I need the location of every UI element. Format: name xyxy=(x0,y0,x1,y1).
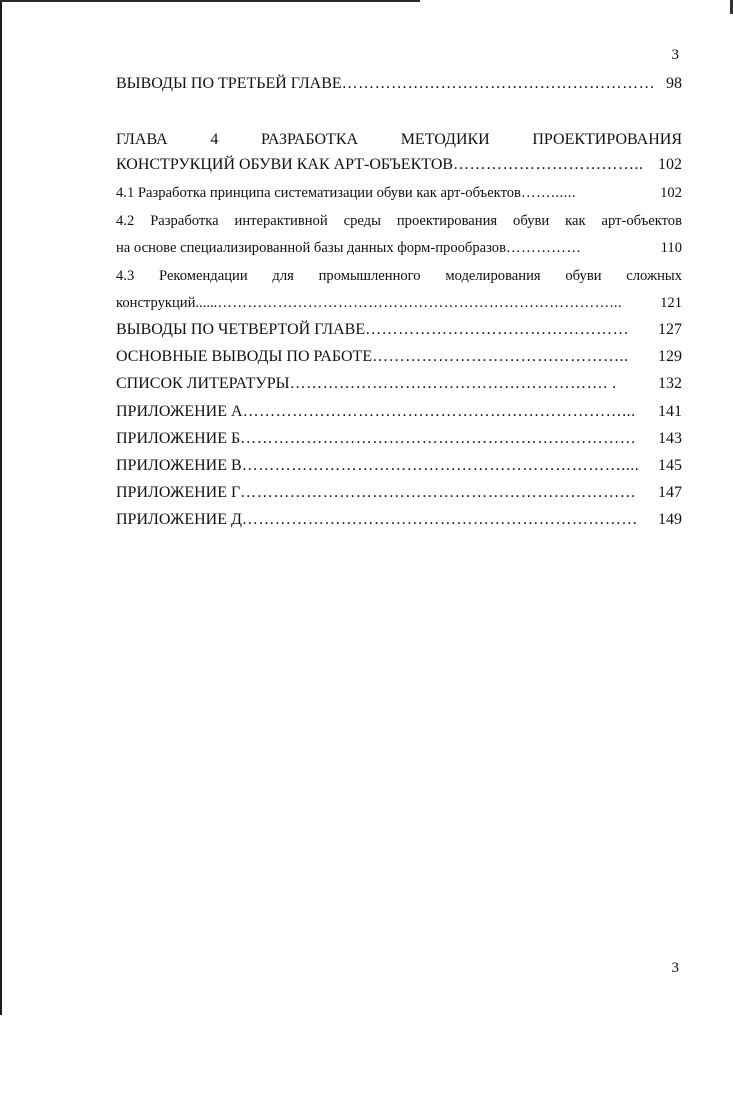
toc-entry-page: 145 xyxy=(658,457,682,474)
toc-entry[interactable] xyxy=(116,320,682,340)
page-number-top: 3 xyxy=(671,47,679,63)
toc-entry[interactable] xyxy=(116,347,682,367)
toc-entry-page: 143 xyxy=(658,430,682,447)
scan-border-left xyxy=(0,0,2,1015)
toc-entry-page: 132 xyxy=(658,375,682,392)
toc-entry-page: 102 xyxy=(660,185,682,201)
toc-entry-label: ПРИЛОЖЕНИЕ Г xyxy=(116,484,241,501)
toc-entry[interactable] xyxy=(116,510,682,530)
toc-entry-label: ВЫВОДЫ ПО ТРЕТЬЕЙ ГЛАВЕ xyxy=(116,75,342,92)
toc-leader-dots: ……………………………………………………………… xyxy=(240,484,637,501)
toc-entry-label: СПИСОК ЛИТЕРАТУРЫ xyxy=(116,375,290,392)
toc-entry-label: ПРИЛОЖЕНИЕ Д xyxy=(116,511,242,528)
toc-entry[interactable] xyxy=(116,238,682,258)
toc-entry-first-line[interactable]: 4.2 Разработка интерактивной среды проектирования обуви как арт-объектов xyxy=(116,213,682,229)
toc-entry-label: ОСНОВНЫЕ ВЫВОДЫ ПО РАБОТЕ xyxy=(116,348,373,365)
toc-leader-dots: …………… xyxy=(506,240,582,256)
toc-leader-dots: ……………………………………………………………... xyxy=(242,403,636,420)
toc-entry-first-line[interactable]: 4.3 Рекомендации для промышленного моделирования обуви сложных xyxy=(116,268,682,284)
toc-entry[interactable] xyxy=(116,456,682,476)
toc-leader-dots: ……...... xyxy=(520,185,577,201)
toc-leader-dots: …………………………………………………. . xyxy=(289,375,617,392)
toc-entry-label: ПРИЛОЖЕНИЕ Б xyxy=(116,430,241,447)
toc-entry-page: 98 xyxy=(666,75,682,92)
toc-entry-page: 129 xyxy=(658,348,682,365)
toc-entry-label: на основе специализированной базы данных форм-прообразов xyxy=(116,240,506,256)
toc-entry-page: 141 xyxy=(658,403,682,420)
toc-entry-label: конструкций...... xyxy=(116,295,218,311)
toc-entry-page: 149 xyxy=(658,511,682,528)
toc-entry[interactable] xyxy=(116,74,682,94)
toc-leader-dots: ………………………………………………… xyxy=(341,75,656,92)
toc-entry[interactable] xyxy=(116,155,682,175)
toc-entry-label: ПРИЛОЖЕНИЕ А xyxy=(116,403,243,420)
toc-entry-page: 127 xyxy=(658,321,682,338)
toc-entry[interactable] xyxy=(116,374,682,394)
toc-entry-page: 147 xyxy=(658,484,682,501)
toc-entry[interactable] xyxy=(116,402,682,422)
toc-entry-page: 110 xyxy=(660,240,682,256)
toc-entry-label: 4.1 Разработка принципа систематизации обуви как арт-объектов xyxy=(116,185,521,201)
toc-entry[interactable] xyxy=(116,483,682,503)
toc-entry[interactable] xyxy=(116,293,682,313)
toc-leader-dots: ……………………………………….. xyxy=(372,348,629,365)
toc-leader-dots: ……………………………………………………………… xyxy=(241,511,638,528)
toc-chapter-heading[interactable]: ГЛАВА 4 РАЗРАБОТКА МЕТОДИКИ ПРОЕКТИРОВАНИЯ xyxy=(116,131,682,148)
toc-entry[interactable] xyxy=(116,183,682,203)
toc-entry-page: 102 xyxy=(658,156,682,173)
toc-leader-dots: …………………………………………………………….... xyxy=(241,457,640,474)
toc-entry-label: ПРИЛОЖЕНИЕ В xyxy=(116,457,242,474)
toc-leader-dots: ………………………………………… xyxy=(365,321,630,338)
toc-leader-dots: …………………………….. xyxy=(453,156,644,173)
scan-border-top xyxy=(0,0,420,2)
toc-leader-dots: ……………………………………………………………………... xyxy=(217,295,623,311)
toc-entry[interactable] xyxy=(116,429,682,449)
toc-entry-page: 121 xyxy=(660,295,682,311)
page-number-bottom: 3 xyxy=(671,960,679,976)
toc-entry-label: КОНСТРУКЦИЙ ОБУВИ КАК АРТ-ОБЪЕКТОВ xyxy=(116,156,454,173)
toc-entry-label: ВЫВОДЫ ПО ЧЕТВЕРТОЙ ГЛАВЕ xyxy=(116,321,366,338)
toc-leader-dots: ……………………………………………………………… xyxy=(240,430,637,447)
